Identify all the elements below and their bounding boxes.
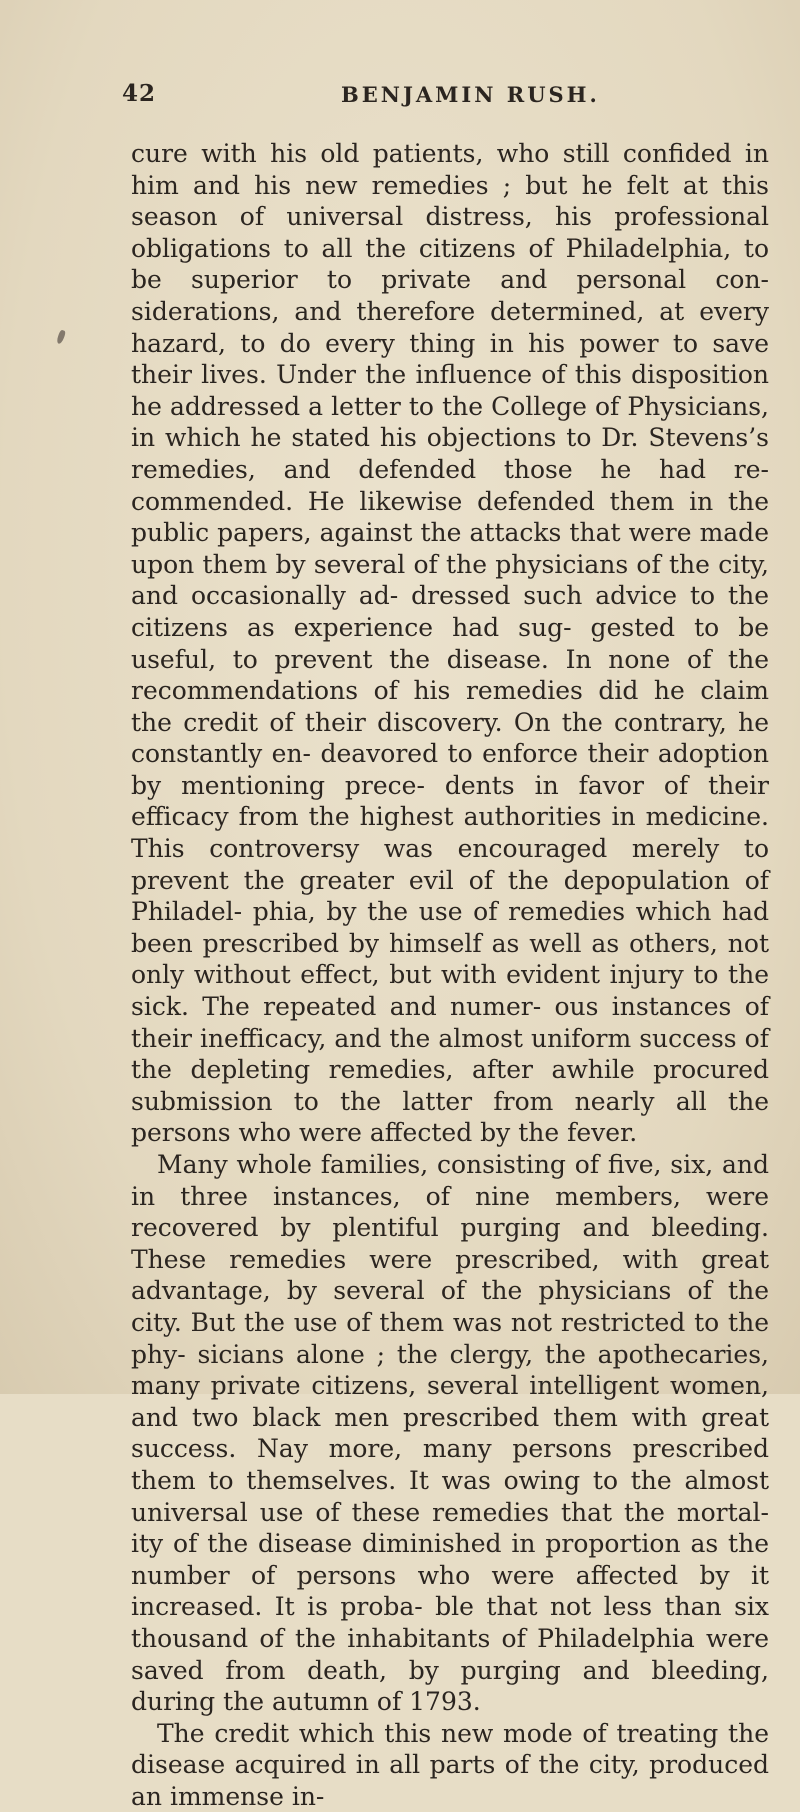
body-text bbox=[131, 138, 769, 1812]
page-number: 42 bbox=[122, 80, 157, 107]
paragraph: cure with his old patients, who still confided in him and his new remedies ; but he felt at this season of universal distress, his professional obligations to all the citizens of Philadelphia, to be superior to private and personal con- siderations, and therefore determined, at every hazard, to do every thing in his power to save their lives. Under the influence of this disposition he addressed a letter to the College of Physicians, in which he stated his objections to Dr. Stevens’s remedies, and defended those he had re- commended. He likewise defended them in the public papers, against the attacks that were made upon them by several of the physicians of the city, and occasionally ad- dressed such advice to the citizens as experience had sug- gested to be useful, to prevent the disease. In none of the recommendations of his remedies did he claim the credit of their discovery. On the contrary, he constantly en- deavored to enforce their adoption by mentioning prece- dents in favor of their efficacy from the highest authorities in medicine. This controversy was encouraged merely to prevent the greater evil of the depopulation of Philadel- phia, by the use of remedies which had been prescribed by himself as well as others, not only without effect, but with evident injury to the sick. The repeated and numer- ous instances of their inefficacy, and the almost uniform success of the depleting remedies, after awhile procured submission to the latter from nearly all the persons who were affected by the fever. bbox=[131, 139, 769, 1148]
ink-smudge bbox=[56, 329, 66, 344]
paragraph: Many whole families, consisting of five, six, and in three instances, of nine members, were recovered by plentiful purging and bleeding. These remedies were prescribed, with great advantage, by several of the physicians of the city. But the use of them was not restricted to the phy- sicians alone ; the clergy, the apothecaries, many private citizens, several intelligent women, and two black men prescribed them with great success. Nay more, many persons prescribed them to themselves. It was owing to the almost universal use of these remedies that the mortal- ity of the disease diminished in proportion as the number of persons who were affected by it increased. It is proba- ble that not less than six thousand of the inhabitants of Philadelphia were saved from death, by purging and bleeding, during the autumn of 1793. bbox=[131, 1150, 769, 1717]
running-head: BENJAMIN RUSH. bbox=[341, 82, 600, 107]
paragraph: The credit which this new mode of treating the disease acquired in all parts of the city, produced an immense in- bbox=[131, 1718, 769, 1811]
page-header bbox=[122, 80, 662, 112]
